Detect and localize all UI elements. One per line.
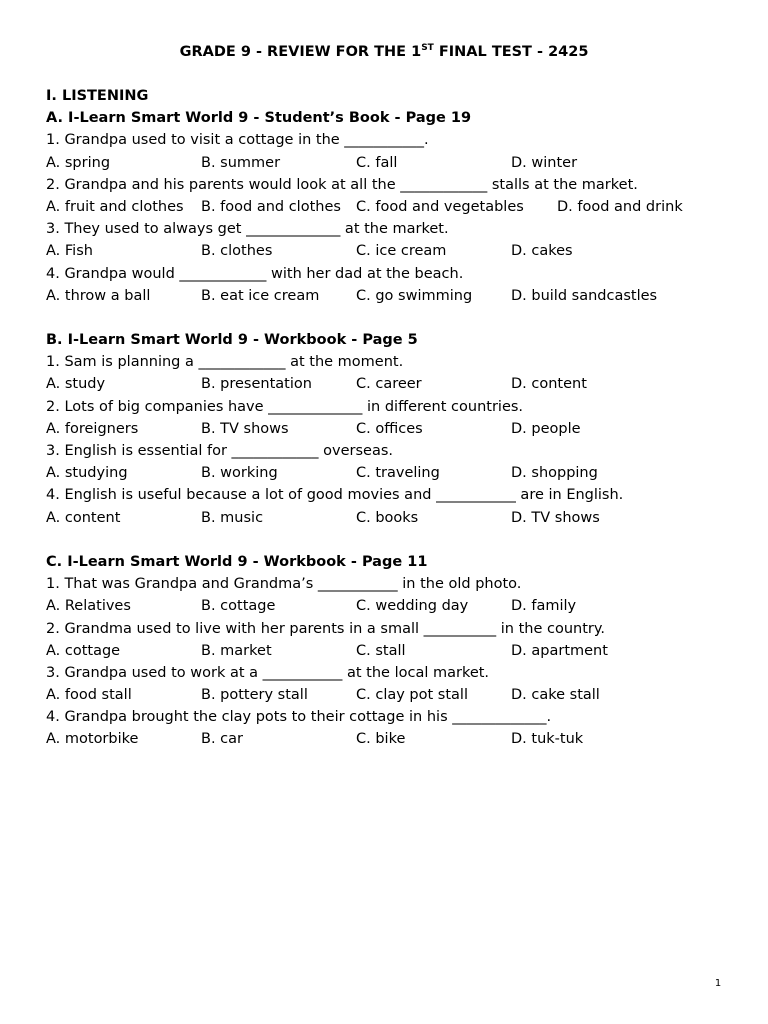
option-b: B. TV shows <box>201 420 289 437</box>
option-c: C. stall <box>356 642 406 659</box>
answer-options <box>46 462 736 484</box>
question-text: 4. English is useful because a lot of good movies and ___________ are in English. <box>46 487 624 504</box>
option-c: C. go swimming <box>356 287 473 304</box>
option-c: C. books <box>356 509 419 526</box>
option-a: A. content <box>46 509 121 526</box>
option-a: A. Fish <box>46 243 93 260</box>
option-d: D. TV shows <box>511 509 600 526</box>
option-c: C. food and vegetables <box>356 198 524 215</box>
part-b <box>46 329 736 529</box>
option-b: B. music <box>201 509 264 526</box>
option-b: B. market <box>201 642 272 659</box>
option-a: A. motorbike <box>46 731 139 748</box>
option-d: D. tuk-tuk <box>511 731 584 748</box>
option-d: D. food and drink <box>557 198 683 215</box>
option-c: C. clay pot stall <box>356 687 468 704</box>
option-a: A. food stall <box>46 687 132 704</box>
answer-options <box>46 285 736 307</box>
option-c: C. bike <box>356 731 406 748</box>
option-a: A. foreigners <box>46 420 139 437</box>
option-b: B. eat ice cream <box>201 287 320 304</box>
title-prefix: GRADE 9 - REVIEW FOR THE 1 <box>179 44 422 60</box>
document-body <box>46 85 736 751</box>
question-text: 2. Grandma used to live with her parents in a small __________ in the country. <box>46 620 605 637</box>
spacer <box>46 307 736 329</box>
question-text: 1. That was Grandpa and Grandma’s ___________ in the old photo. <box>46 576 522 593</box>
option-a: A. studying <box>46 465 128 482</box>
part-a-heading: A. I-Learn Smart World 9 - Student’s Book - Page 19 <box>46 110 472 127</box>
option-c: C. ice cream <box>356 243 447 260</box>
part-c <box>46 551 736 751</box>
title-suffix: FINAL TEST - 2425 <box>433 44 589 60</box>
option-d: D. cake stall <box>511 687 600 704</box>
option-c: C. career <box>356 376 422 393</box>
page-title <box>0 42 768 62</box>
answer-options <box>46 507 736 529</box>
option-c: C. fall <box>356 154 398 171</box>
option-b: B. pottery stall <box>201 687 308 704</box>
option-b: B. cottage <box>201 598 276 615</box>
option-d: D. winter <box>511 154 578 171</box>
section-heading-listening: I. LISTENING <box>46 88 149 104</box>
answer-options <box>46 196 736 218</box>
answer-options <box>46 595 736 617</box>
option-b: B. summer <box>201 154 281 171</box>
spacer <box>46 529 736 551</box>
option-b: B. working <box>201 465 278 482</box>
question-text: 2. Grandpa and his parents would look at all the ____________ stalls at the market. <box>46 176 638 193</box>
option-d: D. content <box>511 376 587 393</box>
answer-options <box>46 240 736 262</box>
question-text: 3. English is essential for ____________ overseas. <box>46 443 393 459</box>
question-text: 3. Grandpa used to work at a ___________ at the local market. <box>46 664 490 681</box>
question-text: 1. Grandpa used to visit a cottage in the ___________. <box>46 132 429 149</box>
option-a: A. spring <box>46 154 111 171</box>
question-text: 4. Grandpa brought the clay pots to their cottage in his _____________. <box>46 709 552 726</box>
option-c: C. offices <box>356 420 423 437</box>
option-a: A. fruit and clothes <box>46 198 184 215</box>
answer-options <box>46 373 736 395</box>
option-b: B. car <box>201 731 243 748</box>
option-a: A. cottage <box>46 642 121 659</box>
option-c: C. wedding day <box>356 598 469 615</box>
option-d: D. people <box>511 420 581 437</box>
part-c-heading: C. I-Learn Smart World 9 - Workbook - Page 11 <box>46 553 428 570</box>
question-text: 4. Grandpa would ____________ with her dad at the beach. <box>46 265 464 282</box>
answer-options <box>46 418 736 440</box>
question-text: 2. Lots of big companies have _____________ in different countries. <box>46 398 524 415</box>
option-a: A. study <box>46 376 106 393</box>
option-c: C. traveling <box>356 465 440 482</box>
option-a: A. Relatives <box>46 598 131 615</box>
option-b: B. clothes <box>201 243 273 260</box>
page-number: 1 <box>714 978 722 989</box>
option-d: D. cakes <box>511 243 573 260</box>
part-a <box>46 107 736 307</box>
option-d: D. family <box>511 598 577 615</box>
option-b: B. food and clothes <box>201 198 341 215</box>
question-text: 1. Sam is planning a ____________ at the moment. <box>46 354 404 371</box>
title-superscript: ST <box>421 43 434 53</box>
answer-options <box>46 640 736 662</box>
option-d: D. shopping <box>511 465 598 482</box>
answer-options <box>46 684 736 706</box>
answer-options <box>46 152 736 174</box>
option-a: A. throw a ball <box>46 287 151 304</box>
question-text: 3. They used to always get _____________ at the market. <box>46 221 449 238</box>
option-d: D. build sandcastles <box>511 287 658 304</box>
part-b-heading: B. I-Learn Smart World 9 - Workbook - Page 5 <box>46 332 418 349</box>
option-d: D. apartment <box>511 642 608 659</box>
option-b: B. presentation <box>201 376 312 393</box>
answer-options <box>46 728 736 750</box>
